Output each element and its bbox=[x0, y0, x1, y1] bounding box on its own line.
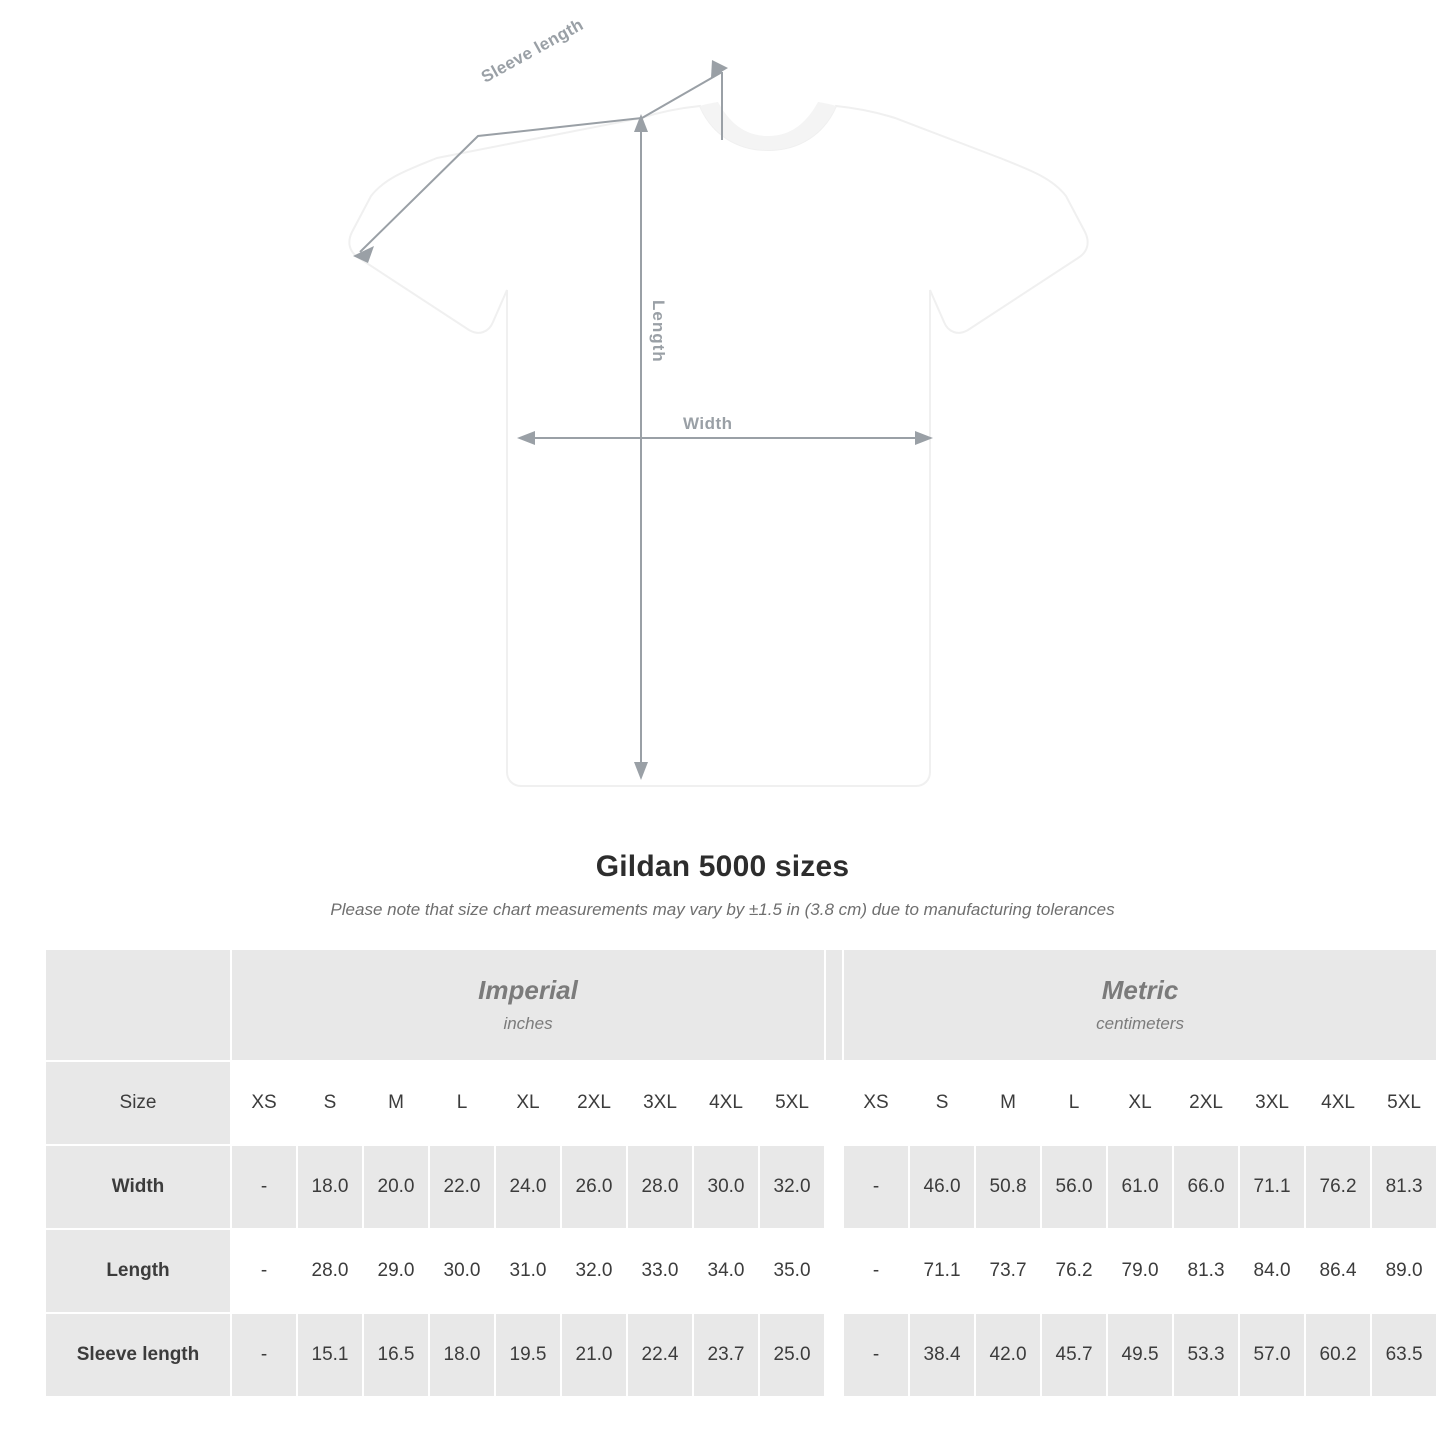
length-metric-l: 76.2 bbox=[1041, 1229, 1107, 1313]
size-imperial-xs: XS bbox=[231, 1061, 297, 1145]
width-metric-m: 50.8 bbox=[975, 1145, 1041, 1229]
sleeve-metric-4xl: 60.2 bbox=[1305, 1313, 1371, 1397]
width-metric-xl: 61.0 bbox=[1107, 1145, 1173, 1229]
units-corner-cell bbox=[45, 949, 231, 1061]
length-imperial-s: 28.0 bbox=[297, 1229, 363, 1313]
imperial-unit-sub: inches bbox=[503, 1014, 553, 1034]
sleeve-metric-2xl: 53.3 bbox=[1173, 1313, 1239, 1397]
length-metric-4xl: 86.4 bbox=[1305, 1229, 1371, 1313]
length-imperial-2xl: 32.0 bbox=[561, 1229, 627, 1313]
length-imperial-m: 29.0 bbox=[363, 1229, 429, 1313]
size-metric-l: L bbox=[1041, 1061, 1107, 1145]
size-metric-xs: XS bbox=[843, 1061, 909, 1145]
row-label-sleeve-length: Sleeve length bbox=[45, 1313, 231, 1397]
width-metric-xs: - bbox=[843, 1145, 909, 1229]
width-imperial-xl: 24.0 bbox=[495, 1145, 561, 1229]
sleeve-imperial-3xl: 22.4 bbox=[627, 1313, 693, 1397]
length-metric-3xl: 84.0 bbox=[1239, 1229, 1305, 1313]
sleeve-imperial-m: 16.5 bbox=[363, 1313, 429, 1397]
width-imperial-2xl: 26.0 bbox=[561, 1145, 627, 1229]
table-row bbox=[45, 1229, 1437, 1313]
size-metric-m: M bbox=[975, 1061, 1041, 1145]
length-metric-xl: 79.0 bbox=[1107, 1229, 1173, 1313]
width-imperial-xs: - bbox=[231, 1145, 297, 1229]
sleeve-metric-m: 42.0 bbox=[975, 1313, 1041, 1397]
size-metric-xl: XL bbox=[1107, 1061, 1173, 1145]
size-metric-s: S bbox=[909, 1061, 975, 1145]
metric-header-cell bbox=[843, 949, 1437, 1061]
size-metric-4xl: 4XL bbox=[1305, 1061, 1371, 1145]
width-imperial-l: 22.0 bbox=[429, 1145, 495, 1229]
tolerance-note: Please note that size chart measurements may vary by ±1.5 in (3.8 cm) due to manufacturing tolerances bbox=[330, 900, 1115, 919]
length-metric-xs: - bbox=[843, 1229, 909, 1313]
width-imperial-4xl: 30.0 bbox=[693, 1145, 759, 1229]
sleeve-imperial-4xl: 23.7 bbox=[693, 1313, 759, 1397]
table-row bbox=[45, 1313, 1437, 1397]
sleeve-imperial-xs: - bbox=[231, 1313, 297, 1397]
width-metric-4xl: 76.2 bbox=[1305, 1145, 1371, 1229]
size-imperial-4xl: 4XL bbox=[693, 1061, 759, 1145]
length-imperial-xs: - bbox=[231, 1229, 297, 1313]
length-imperial-5xl: 35.0 bbox=[759, 1229, 825, 1313]
width-imperial-3xl: 28.0 bbox=[627, 1145, 693, 1229]
length-imperial-l: 30.0 bbox=[429, 1229, 495, 1313]
title-block bbox=[0, 850, 1445, 920]
width-gap-cell bbox=[825, 1145, 843, 1229]
length-imperial-3xl: 33.0 bbox=[627, 1229, 693, 1313]
length-metric-5xl: 89.0 bbox=[1371, 1229, 1437, 1313]
size-metric-2xl: 2XL bbox=[1173, 1061, 1239, 1145]
length-gap-cell bbox=[825, 1229, 843, 1313]
sleeve-metric-xs: - bbox=[843, 1313, 909, 1397]
metric-unit-sub: centimeters bbox=[1096, 1014, 1184, 1034]
row-label-length: Length bbox=[45, 1229, 231, 1313]
size-imperial-xl: XL bbox=[495, 1061, 561, 1145]
width-metric-l: 56.0 bbox=[1041, 1145, 1107, 1229]
imperial-header-cell bbox=[231, 949, 825, 1061]
sleeve-imperial-s: 15.1 bbox=[297, 1313, 363, 1397]
sleeve-metric-3xl: 57.0 bbox=[1239, 1313, 1305, 1397]
length-imperial-4xl: 34.0 bbox=[693, 1229, 759, 1313]
sleeve-metric-5xl: 63.5 bbox=[1371, 1313, 1437, 1397]
metric-unit-name: Metric bbox=[1101, 974, 1179, 1005]
sleeve-metric-l: 45.7 bbox=[1041, 1313, 1107, 1397]
row-label-width: Width bbox=[45, 1145, 231, 1229]
width-metric-2xl: 66.0 bbox=[1173, 1145, 1239, 1229]
size-table bbox=[44, 948, 1438, 1398]
size-imperial-2xl: 2XL bbox=[561, 1061, 627, 1145]
size-imperial-s: S bbox=[297, 1061, 363, 1145]
table-row bbox=[45, 1145, 1437, 1229]
size-imperial-5xl: 5XL bbox=[759, 1061, 825, 1145]
length-imperial-xl: 31.0 bbox=[495, 1229, 561, 1313]
width-imperial-5xl: 32.0 bbox=[759, 1145, 825, 1229]
sleeve-imperial-2xl: 21.0 bbox=[561, 1313, 627, 1397]
width-metric-3xl: 71.1 bbox=[1239, 1145, 1305, 1229]
size-imperial-l: L bbox=[429, 1061, 495, 1145]
width-label: Width bbox=[683, 414, 733, 433]
page-title: Gildan 5000 sizes bbox=[595, 850, 850, 883]
sleeve-imperial-5xl: 25.0 bbox=[759, 1313, 825, 1397]
units-gap-cell bbox=[825, 949, 843, 1061]
imperial-unit-name: Imperial bbox=[478, 974, 578, 1005]
sleeve-metric-s: 38.4 bbox=[909, 1313, 975, 1397]
size-row-label: Size bbox=[45, 1061, 231, 1145]
sleeve-gap-cell bbox=[825, 1313, 843, 1397]
width-imperial-m: 20.0 bbox=[363, 1145, 429, 1229]
size-table-wrap bbox=[44, 948, 1423, 1398]
sleeve-length-label: Sleeve length bbox=[478, 14, 587, 87]
length-metric-s: 71.1 bbox=[909, 1229, 975, 1313]
length-metric-m: 73.7 bbox=[975, 1229, 1041, 1313]
length-label: Length bbox=[649, 300, 668, 363]
size-imperial-3xl: 3XL bbox=[627, 1061, 693, 1145]
size-metric-5xl: 5XL bbox=[1371, 1061, 1437, 1145]
sleeve-imperial-l: 18.0 bbox=[429, 1313, 495, 1397]
sleeve-imperial-xl: 19.5 bbox=[495, 1313, 561, 1397]
sleeve-metric-xl: 49.5 bbox=[1107, 1313, 1173, 1397]
size-gap-cell bbox=[825, 1061, 843, 1145]
units-header-row bbox=[45, 949, 1437, 1061]
length-metric-2xl: 81.3 bbox=[1173, 1229, 1239, 1313]
size-imperial-m: M bbox=[363, 1061, 429, 1145]
width-imperial-s: 18.0 bbox=[297, 1145, 363, 1229]
size-header-row bbox=[45, 1061, 1437, 1145]
width-metric-s: 46.0 bbox=[909, 1145, 975, 1229]
size-metric-3xl: 3XL bbox=[1239, 1061, 1305, 1145]
width-metric-5xl: 81.3 bbox=[1371, 1145, 1437, 1229]
